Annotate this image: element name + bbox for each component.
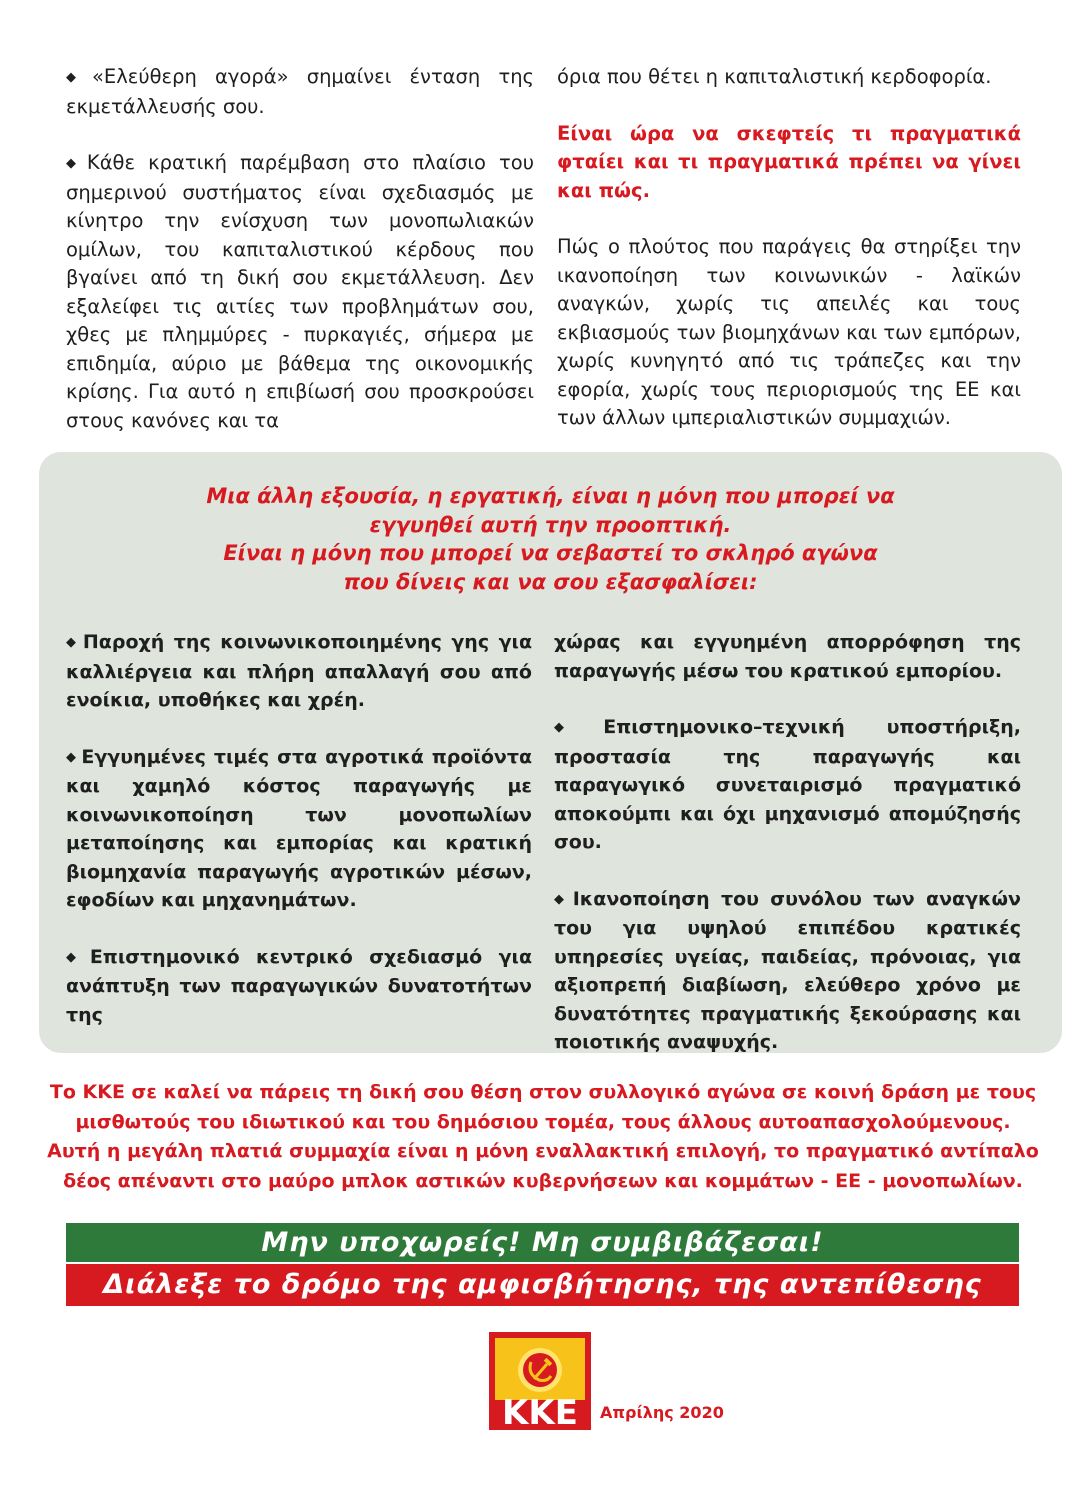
demand-item: ◆ Επιστημονικο–τεχνική υποστήριξη, προστασία της παραγωγής και παραγωγικό συνεταιρισμό πραγματικό αποκούμπι και όχι μηχανισμό απομύζησής σου. xyxy=(554,716,1021,853)
date-label: Απρίλης 2020 xyxy=(600,1403,724,1422)
panel-heading-line: που δίνεις και να σου εξασφαλίσει: xyxy=(343,569,758,594)
demand-item: ◆ Παροχή της κοινωνικοποιημένης γης για καλλιέργεια και πλήρη απαλλαγή σου από ενοίκια, υποθήκες και χρέη. xyxy=(66,631,532,711)
demand-item: ◆ Επιστημονικό κεντρικό σχεδιασμό για ανάπτυξη των παραγωγικών δυνατοτήτων της xyxy=(66,945,533,1026)
closing-line: Αυτή η μεγάλη πλατιά συμμαχία είναι η μόνη εναλλακτική επιλογή, το πραγματικό αντίπαλο xyxy=(47,1140,1039,1162)
paragraph-continuation: όρια που θέτει η καπιταλιστική κερδοφορία. xyxy=(557,65,992,88)
demand-item: ◆ Ικανοποίηση του συνόλου των αναγκών του για υψηλού επιπέδου κρατικές υπηρεσίες υγείας, παιδείας, πρόνοιας, για αξιοπρεπή διαβίωση, ελεύθερο χρόνο με δυνατότητες πραγματικής ξεκούρασης και ποιοτικής αναψυχής. xyxy=(554,887,1021,1053)
slogan-banner-green: Μην υποχωρείς! Μη συμβιβάζεσαι! xyxy=(66,1223,1019,1262)
closing-line: δέος απέναντι στο μαύρο μπλοκ αστικών κυβερνήσεων και κομμάτων - ΕΕ - μονοπωλίων. xyxy=(63,1169,1023,1192)
slogan-banner-red: Διάλεξε το δρόμο της αμφισβήτησης, της αντεπίθεσης xyxy=(66,1264,1019,1306)
panel-right-column xyxy=(554,628,1021,1085)
paragraph-wealth: Πώς ο πλούτος που παράγεις θα στηρίξει την ικανοποίηση των κοινωνικών - λαϊκών αναγκών, χωρίς τις απειλές και τους εκβιασμούς των βιομηχάνων και των εμπόρων, χωρίς κυνηγητό από τις τράπεζες και την εφορία, χωρίς τους περιορισμούς της ΕΕ και των άλλων ιμπεριαλιστικών συμμαχιών. xyxy=(557,235,1021,429)
paragraph-state-intervention: ◆ Κάθε κρατική παρέμβαση στο πλαίσιο του σημερινού συστήματος είναι σχεδιασμός με κίνητρο την ενίσχυση των μονοπωλιακών ομίλων, του καπιταλιστικού κέρδους που βγαίνει από τη δική σου εκμετάλλευση. Δεν εξαλείφει τις αιτίες των προβλημάτων σου, χθες με πλημμύρες - πυρκαγιές, σήμερα με επιδημία, αύριο με βάθεμα της οικονομικής κρίσης. Για αυτό η επιβίωσή σου προσκρούσει στους κανόνες και τα xyxy=(66,151,534,432)
panel-heading-line: Μια άλλη εξουσία, η εργατική, είναι η μόνη που μπορεί να xyxy=(206,484,895,508)
bullet-icon: ◆ xyxy=(66,949,86,965)
panel-left-column xyxy=(66,628,532,1057)
bullet-icon: ◆ xyxy=(554,720,600,735)
panel-heading-line: Είναι η μόνη που μπορεί να σεβαστεί το σκληρό αγώνα xyxy=(223,541,878,565)
kke-logo xyxy=(489,1332,591,1430)
panel-heading-line: εγγυηθεί αυτή την προοπτική. xyxy=(369,512,732,537)
bullet-icon: ◆ xyxy=(554,891,569,907)
bullet-icon: ◆ xyxy=(66,635,79,650)
closing-line: μισθωτούς του ιδιωτικού και του δημόσιου τομέα, τους άλλους αυτοαπασχολούμενους. xyxy=(75,1110,1011,1133)
left-column xyxy=(66,63,534,463)
bullet-icon: ◆ xyxy=(66,749,78,765)
demands-panel xyxy=(39,452,1062,1053)
bullet-icon: ◆ xyxy=(66,70,88,85)
logo-text: ΚΚΕ xyxy=(502,1393,578,1430)
right-column xyxy=(557,63,1021,461)
highlight-text: Είναι ώρα να σκεφτείς τι πραγματικά φταίει και τι πραγματικά πρέπει να γίνει και πώς. xyxy=(557,121,1021,202)
bullet-icon: ◆ xyxy=(66,156,83,171)
demand-item: ◆ Εγγυημένες τιμές στα αγροτικά προϊόντα και χαμηλό κόστος παραγωγής με κοινωνικοποίηση των μονοπωλίων μεταποίησης και εμπορίας και κρατική βιομηχανία παραγωγής αγροτικών μέσων, εφοδίων και μηχανημάτων. xyxy=(66,745,532,911)
demand-item-continuation: χώρας και εγγυημένη απορρόφηση της παραγωγής μέσω του κρατικού εμπορίου. xyxy=(554,631,1021,682)
paragraph-free-market: ◆ «Ελεύθερη αγορά» σημαίνει ένταση της εκμετάλλευσής σου. xyxy=(66,65,534,118)
closing-call xyxy=(40,1078,1046,1196)
panel-heading xyxy=(39,482,1062,596)
closing-line: Το ΚΚΕ σε καλεί να πάρεις τη δική σου θέση στον συλλογικό αγώνα σε κοινή δράση με τους xyxy=(49,1081,1037,1103)
